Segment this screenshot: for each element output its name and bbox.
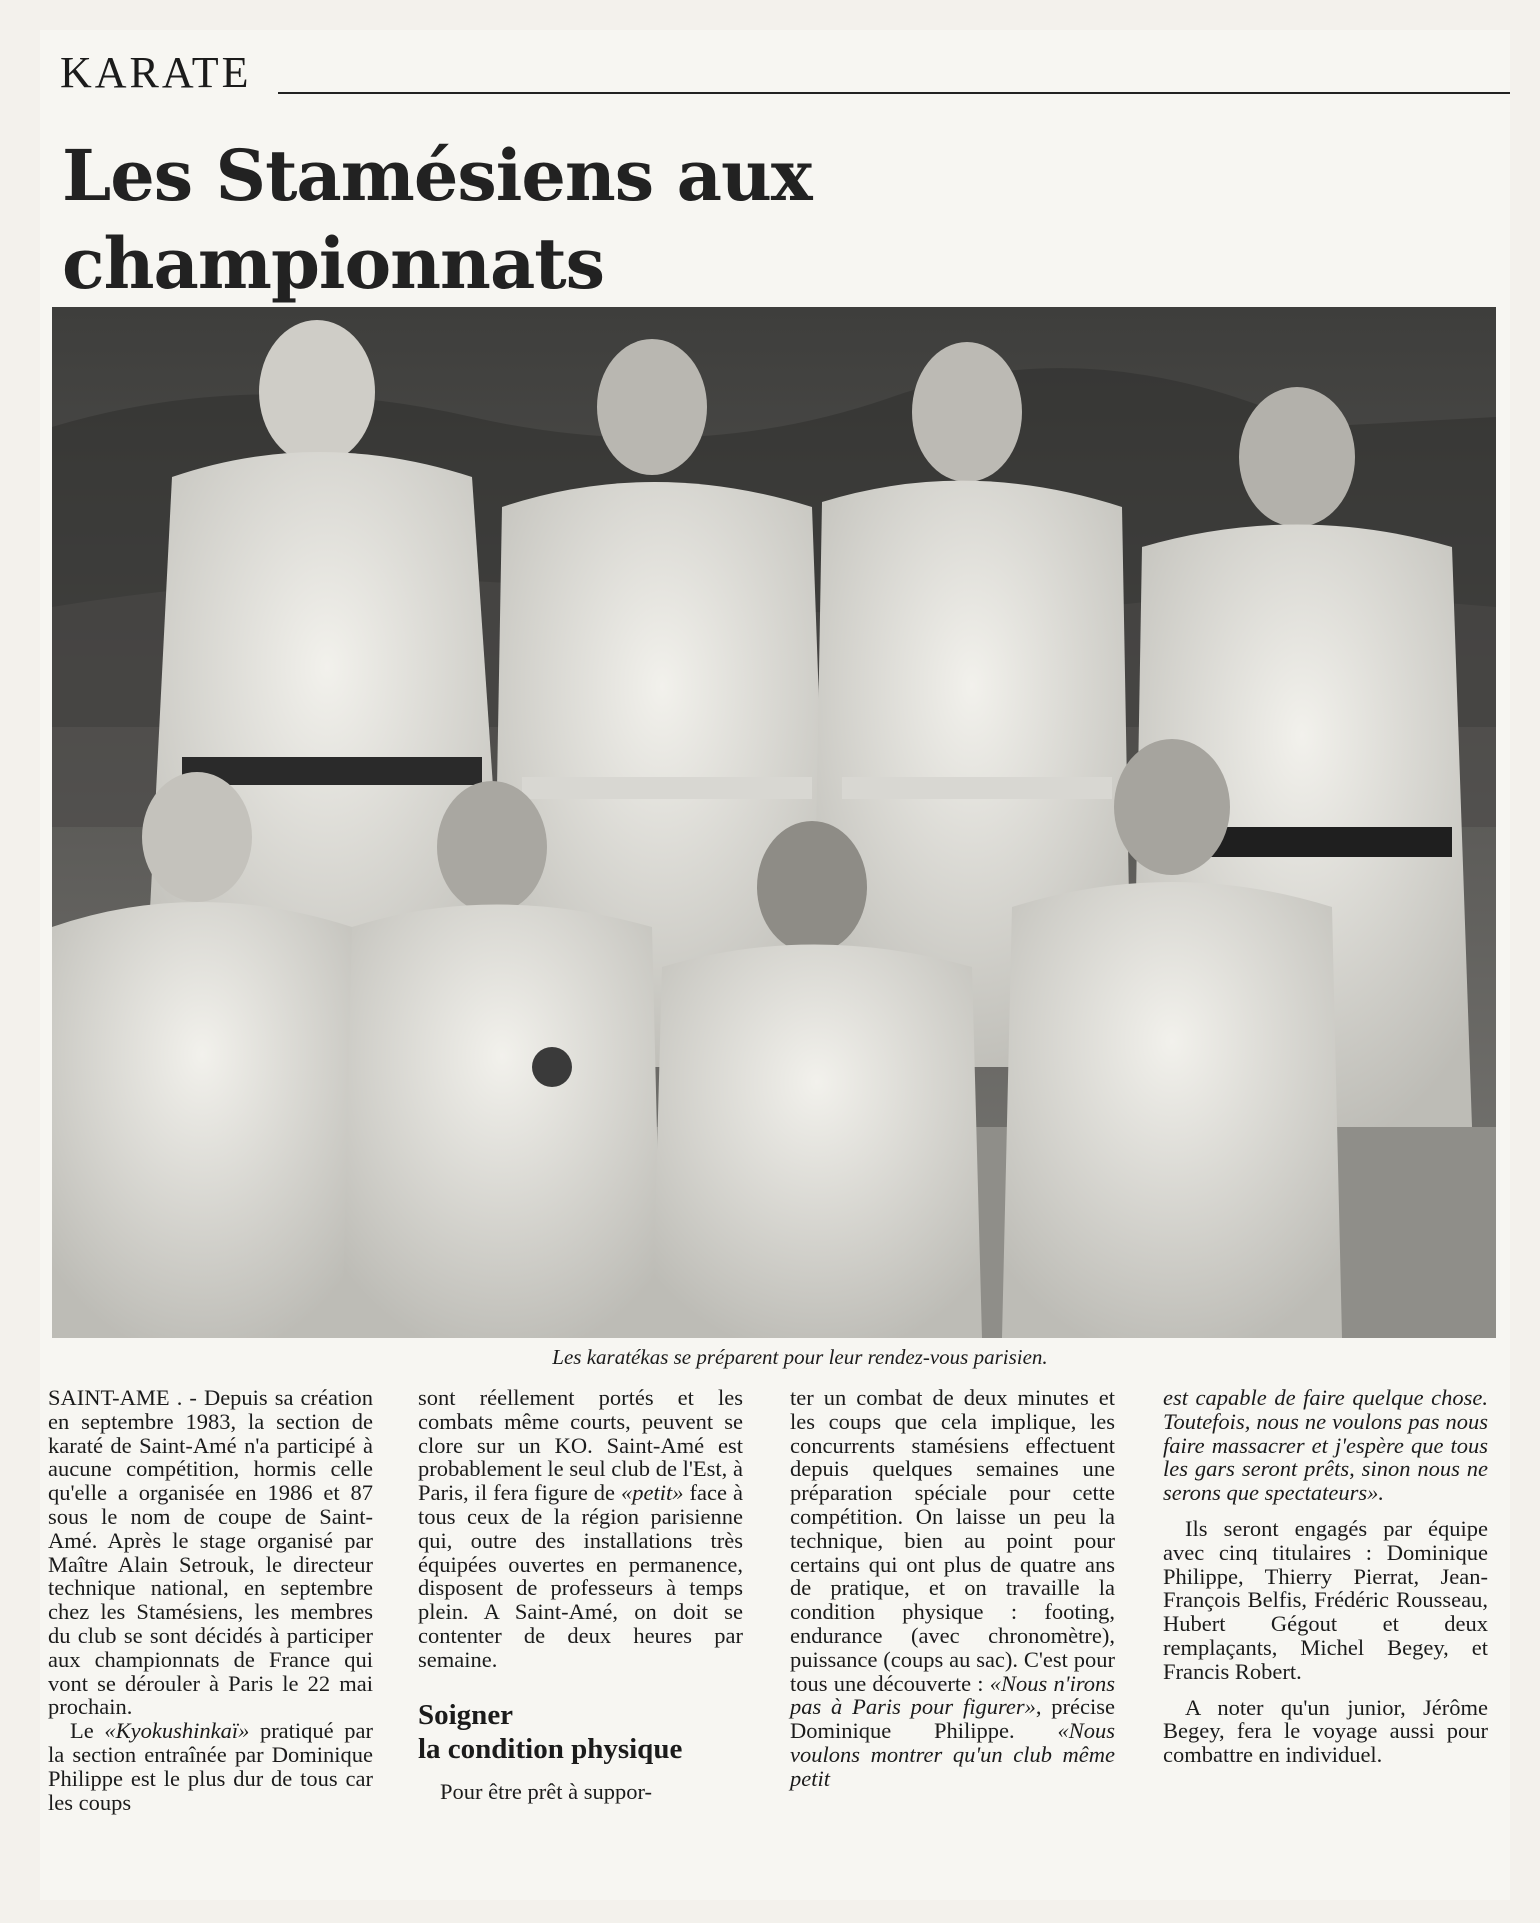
subheading-line-2: la condition physique [418, 1732, 683, 1765]
subheading-line-1: Soigner [418, 1698, 514, 1731]
text-run: , précise Dominique Philippe. [790, 1694, 1116, 1744]
paragraph [790, 1386, 1115, 1791]
paragraph: A noter qu'un junior, Jérôme Begey, fera le voyage aussi pour combattre en individuel. [1163, 1694, 1488, 1768]
text-run: sont réellement portés et les combats même courts, peuvent se clore sur un KO. Saint-Amé est probablement le seul club de l'Est, à Paris, il fera figure de [418, 1385, 743, 1506]
text-run: face à tous ceux de la région parisienne qui, outre des installations très équipées ouvertes en permanence, disposent de professeurs à temps plein. A Saint-Amé, on doit se contenter de deux heures par semaine. [418, 1480, 743, 1672]
text-run-italic: «Kyokushinkaï» [104, 1718, 250, 1744]
text-run-italic: «Nous voulons montrer qu'un club même petit [790, 1718, 1115, 1791]
paragraph [418, 1386, 743, 1672]
article-column-3 [790, 1386, 1115, 1791]
paragraph: Pour être prêt à suppor- [440, 1778, 652, 1804]
article-column-2 [418, 1386, 743, 1803]
text-run: ter un combat de deux minutes et les coups que cela implique, les concurrents stamésiens effectuent depuis quelques semaines une préparation spéciale pour cette compétition. On laisse un peu la technique, bien au point pour certains qui ont plus de quatre ans de pratique, et on travaille la condition physique : footing, endurance (avec chronomètre), puissance (coups au sac). C'est pour tous une découverte : [790, 1385, 1115, 1696]
paragraph: SAINT-AME . - Depuis sa création en septembre 1983, la section de karaté de Saint-Amé n'a participé à aucune compétition, hormis celle qu'elle a organisée en 1986 et 87 sous le nom de coupe de Saint-Amé. Après le stage organisé par Maître Alain Setrouk, le directeur technique national, en septembre chez les Stamésiens, les membres du club se sont décidés à participer aux championnats de France qui vont se dérouler à Paris le 22 mai prochain. [48, 1385, 373, 1720]
paragraph: Ils seront engagés par équipe avec cinq titulaires : Dominique Philippe, Thierry Pierrat, Jean-François Belfis, Frédéric Rousseau, Hubert Gégout et deux remplaçants, Michel Begey, et Francis Robert. [1163, 1515, 1488, 1684]
article-column-1 [48, 1386, 373, 1814]
subheading [418, 1698, 743, 1766]
team-photo-illustration [52, 307, 1496, 1338]
text-run-italic: «Nous n'irons pas à Paris pour figurer» [790, 1670, 1115, 1720]
text-run-italic: «petit» [621, 1480, 684, 1506]
section-rule [278, 92, 1510, 94]
photo-caption: Les karatékas se préparent pour leur rendez-vous parisien. [552, 1345, 1048, 1369]
paragraph [48, 1719, 373, 1814]
text-run: Le [70, 1718, 105, 1744]
paragraph-italic: est capable de faire quelque chose. Toutefois, nous ne voulons pas nous faire massacrer et j'espère que tous les gars seront prêts, sinon nous ne serons que spectateurs». [1163, 1385, 1488, 1506]
team-photo [52, 307, 1496, 1338]
headline-line-1: Les Stamésiens aux championnats [62, 134, 812, 305]
text-run: pratiqué par la section entraînée par Dominique Philippe est le plus dur de tous car les coups [48, 1718, 373, 1815]
section-header [60, 48, 1510, 98]
section-label: KARATE [60, 48, 252, 97]
article-column-4 [1163, 1386, 1488, 1767]
